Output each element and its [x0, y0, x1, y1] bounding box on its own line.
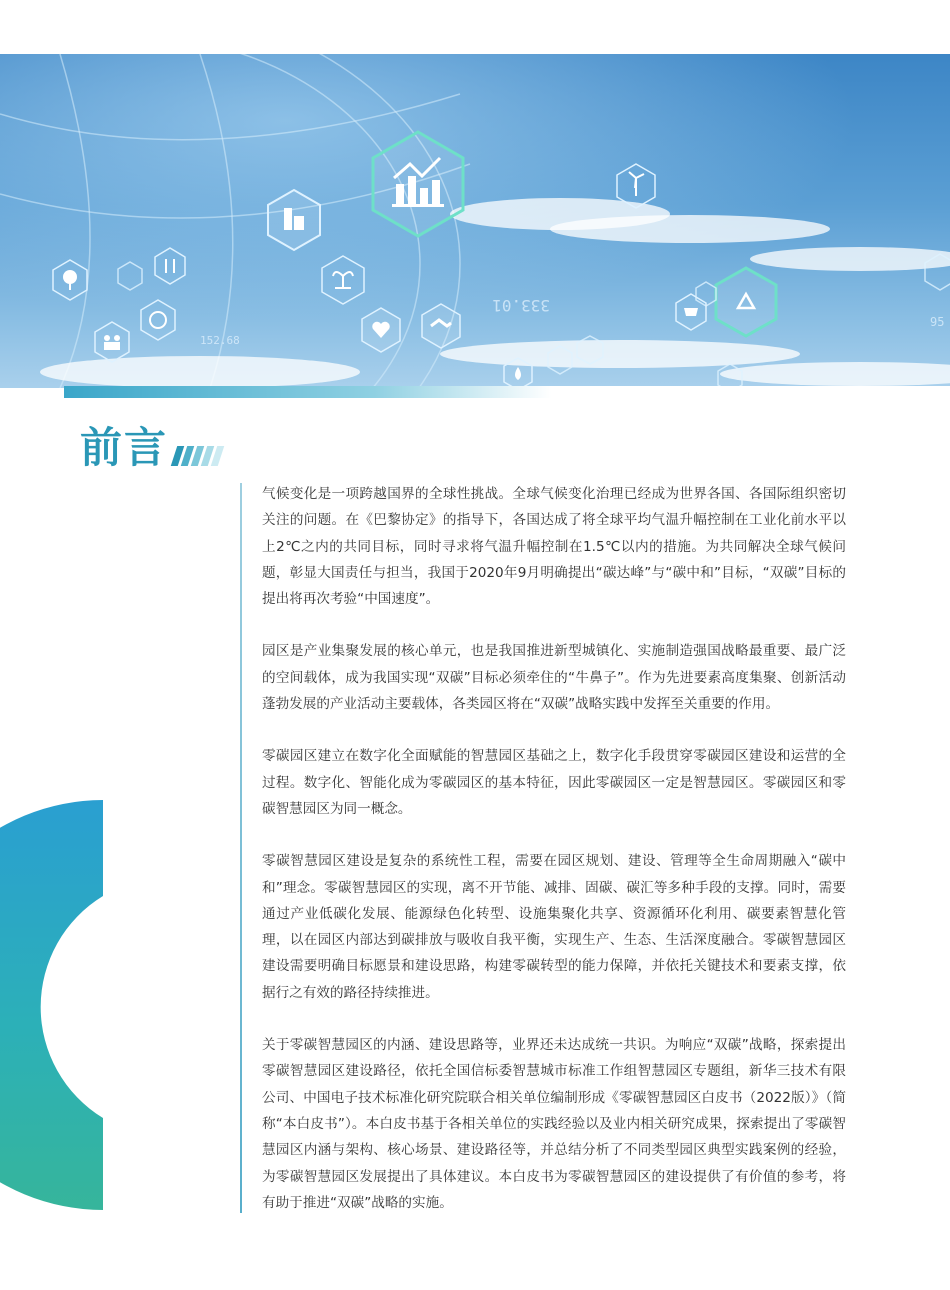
header-banner-image: [0, 54, 950, 388]
text-divider-line: [240, 483, 242, 1213]
paragraph: 关于零碳智慧园区的内涵、建设思路等，业界还未达成统一共识。为响应“双碳”战略，探索提出零碳智慧园区建设路径，依托全国信标委智慧城市标准工作组智慧园区专题组，新华三技术有限公司、中国电子技术标准化研究院联合相关单位编制形成《零碳智慧园区白皮书（2022版）》（简称“本白皮书”）。本白皮书基于各相关单位的实践经验以及业内相关研究成果，探索提出了零碳智慧园区内涵与架构、核心场景、建设路径等，并总结分析了不同类型园区典型实践案例的经验，为零碳智慧园区发展提出了具体建议。本白皮书为零碳智慧园区的建设提供了有价值的参考，将有助于推进“双碳”战略的实施。: [262, 1037, 846, 1211]
title-stripes-decoration: [174, 446, 224, 466]
decorative-arc: [0, 800, 105, 1210]
preface-body: [262, 481, 846, 1242]
accent-band: [64, 386, 950, 398]
paragraph: 气候变化是一项跨越国界的全球性挑战。全球气候变化治理已经成为世界各国、各国际组织密切关注的问题。在《巴黎协定》的指导下，各国达成了将全球平均气温升幅控制在工业化前水平以上2℃之内的共同目标，同时寻求将气温升幅控制在1.5℃以内的措施。为共同解决全球气候问题，彰显大国责任与担当，我国于2020年9月明确提出“碳达峰”与“碳中和”目标，“双碳”目标的提出将再次考验“中国速度”。: [262, 486, 846, 608]
overlay-number-1: 333.01: [492, 296, 550, 315]
page-title: 前言: [80, 423, 169, 472]
paragraph: 零碳园区建立在数字化全面赋能的智慧园区基础之上，数字化手段贯穿零碳园区建设和运营的全过程。数字化、智能化成为零碳园区的基本特征，因此零碳园区一定是智慧园区。零碳园区和零碳智慧园区为同一概念。: [262, 748, 846, 817]
recycle-icon: [716, 268, 776, 336]
overlay-number-2: 152.68: [200, 334, 240, 347]
heading-block: [80, 423, 224, 472]
overlay-number-3: 95: [930, 315, 945, 329]
paragraph: 园区是产业集聚发展的核心单元，也是我国推进新型城镇化、实施制造强国战略最重要、最广泛的空间载体，成为我国实现“双碳”目标必须牵住的“牛鼻子”。作为先进要素高度集聚、创新活动蓬勃发展的产业活动主要载体，各类园区将在“双碳”战略实践中发挥至关重要的作用。: [262, 643, 846, 713]
paragraph: 零碳智慧园区建设是复杂的系统性工程，需要在园区规划、建设、管理等全生命周期融入“碳中和”理念。零碳智慧园区的实现，离不开节能、减排、固碳、碳汇等多种手段的支撑。同时，需要通过产业低碳化发展、能源绿色化转型、设施集聚化共享、资源循环化利用、碳要素智慧化管理，以在园区内部达到碳排放与吸收自我平衡，实现生产、生态、生活深度融合。零碳智慧园区建设需要明确目标愿景和建设思路，构建零碳转型的能力保障，并依托关键技术和要素支撑，依据行之有效的路径持续推进。: [262, 853, 846, 1001]
